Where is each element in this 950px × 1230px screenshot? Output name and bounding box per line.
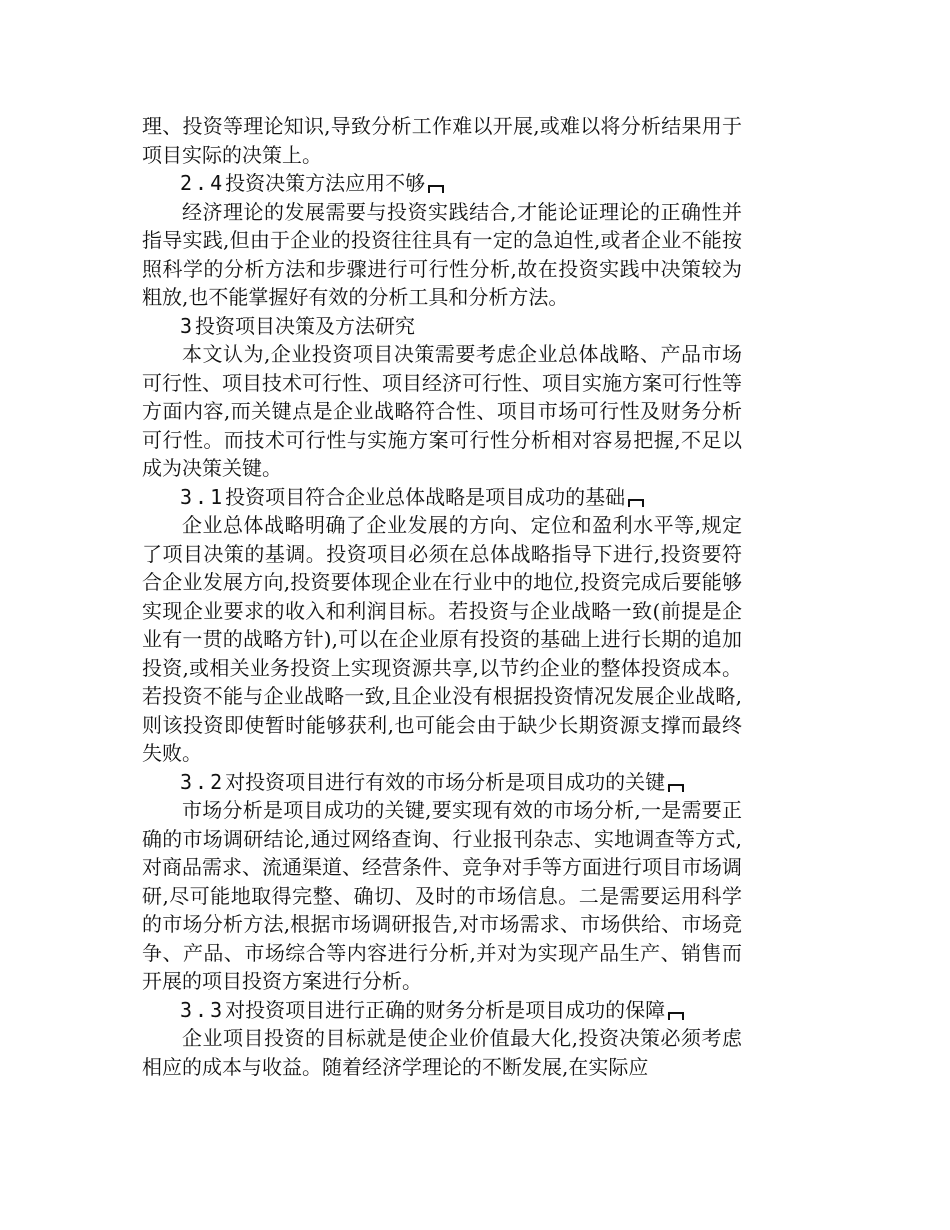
section-heading-3-1 bbox=[142, 483, 742, 512]
section-number: 3.3 bbox=[180, 997, 226, 1022]
section-title: 投资项目决策及方法研究 bbox=[195, 313, 416, 338]
section-heading-3 bbox=[142, 312, 742, 341]
heading-end-mark-icon bbox=[628, 499, 644, 507]
document-body bbox=[142, 112, 742, 1081]
section-number: 2.4 bbox=[180, 171, 226, 195]
section-number: 3.1 bbox=[180, 484, 226, 509]
section-title: 对投资项目进行正确的财务分析是项目成功的保障 bbox=[225, 997, 666, 1022]
paragraph-continuation: 理、投资等理论知识,导致分析工作难以开展,或难以将分析结果用于项目实际的决策上。 bbox=[142, 114, 742, 167]
heading-end-mark-icon bbox=[428, 185, 444, 193]
paragraph: 本文认为,企业投资项目决策需要考虑企业总体战略、产品市场可行性、项目技术可行性、项目经济可行性、项目实施方案可行性等方面内容,而关键点是企业战略符合性、项目市场可行性及财务分析可行性。而技术可行性与实施方案可行性分析相对容易把握,不足以成为决策关键。 bbox=[142, 342, 742, 480]
paragraph: 经济理论的发展需要与投资实践结合,才能论证理论的正确性并指导实践,但由于企业的投资往往具有一定的急迫性,或者企业不能按照科学的分析方法和步骤进行可行性分析,故在投资实践中决策较为粗放,也不能掌握好有效的分析工具和分析方法。 bbox=[142, 199, 742, 309]
heading-end-mark-icon bbox=[668, 1012, 684, 1020]
section-heading-2-4 bbox=[142, 169, 742, 198]
section-title: 投资项目符合企业总体战略是项目成功的基础 bbox=[225, 484, 626, 509]
section-title: 对投资项目进行有效的市场分析是项目成功的关键 bbox=[225, 769, 666, 794]
section-title: 投资决策方法应用不够 bbox=[225, 171, 426, 195]
section-heading-3-2 bbox=[142, 768, 742, 797]
section-number: 3 bbox=[180, 313, 196, 338]
paragraph: 企业项目投资的目标就是使企业价值最大化,投资决策必须考虑相应的成本与收益。随着经济学理论的不断发展,在实际应 bbox=[142, 1026, 742, 1079]
heading-end-mark-icon bbox=[668, 784, 684, 792]
section-heading-3-3 bbox=[142, 996, 742, 1025]
section-number: 3.2 bbox=[180, 769, 226, 794]
paragraph: 企业总体战略明确了企业发展的方向、定位和盈利水平等,规定了项目决策的基调。投资项目必须在总体战略指导下进行,投资要符合企业发展方向,投资要体现企业在行业中的地位,投资完成后要能够实现企业要求的收入和利润目标。若投资与企业战略一致(前提是企业有一贯的战略方针),可以在企业原有投资的基础上进行长期的追加投资,或相关业务投资上实现资源共享,以节约企业的整体投资成本。若投资不能与企业战略一致,且企业没有根据投资情况发展企业战略,则该投资即使暂时能够获利,也可能会由于缺少长期资源支撑而最终失败。 bbox=[142, 513, 742, 765]
paragraph: 市场分析是项目成功的关键,要实现有效的市场分析,一是需要正确的市场调研结论,通过网络查询、行业报刊杂志、实地调查等方式,对商品需求、流通渠道、经营条件、竞争对手等方面进行项目市场调研,尽可能地取得完整、确切、及时的市场信息。二是需要运用科学的市场分析方法,根据市场调研报告,对市场需求、市场供给、市场竞争、产品、市场综合等内容进行分析,并对为实现产品生产、销售而开展的项目投资方案进行分析。 bbox=[142, 798, 742, 993]
